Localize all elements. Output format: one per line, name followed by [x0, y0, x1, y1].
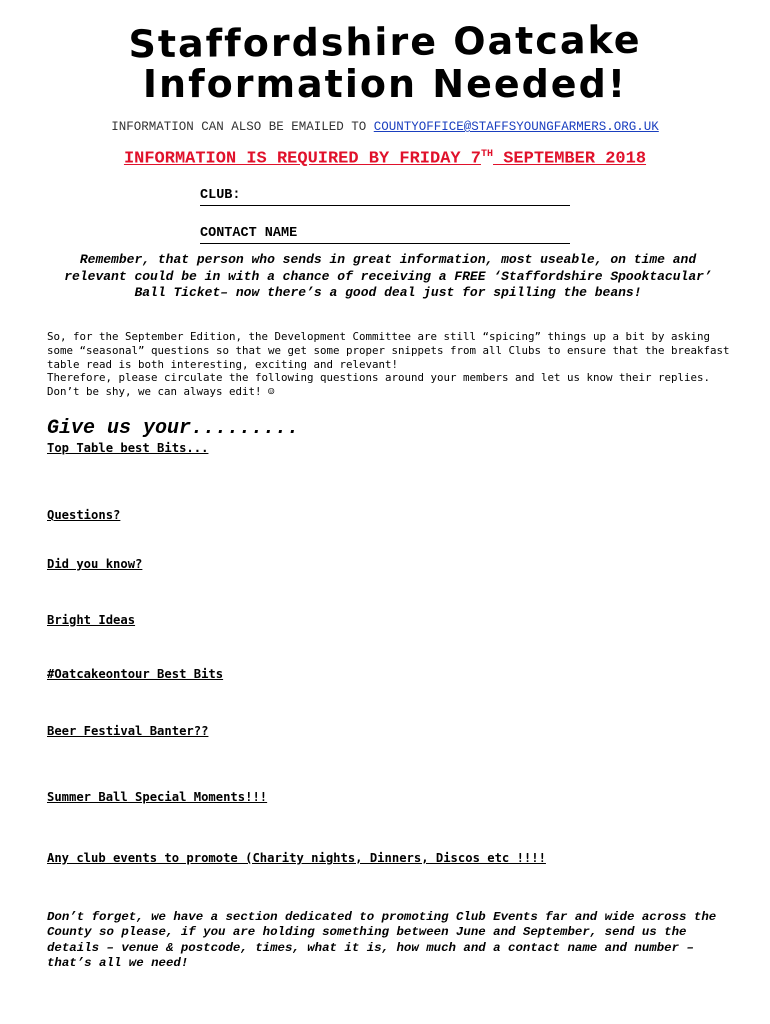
email-prefix: INFORMATION CAN ALSO BE EMAILED TO — [111, 120, 374, 134]
section-bright-ideas: Bright Ideas — [47, 613, 136, 627]
section-summer-ball: Summer Ball Special Moments!!! — [47, 790, 268, 804]
footer-note: Don’t forget, we have a section dedicated to promoting Club Events far and wide across the County so please, if you are holding something between June and September, send us the details – venue & postcode, times, what it is, how much and a contact name and number – that’s all we need! — [47, 910, 717, 971]
give-us-heading: Give us your......... — [47, 417, 300, 440]
deadline-text: INFORMATION IS REQUIRED BY FRIDAY 7 — [123, 149, 481, 169]
section-top-table: Top Table best Bits... — [47, 441, 209, 455]
section-did-you-know: Did you know? — [47, 557, 143, 571]
title-line-2: Information Needed! — [142, 62, 628, 106]
section-questions: Questions? — [47, 508, 121, 522]
intro-text — [47, 330, 737, 399]
remember-paragraph: Remember, that person who sends in great information, most useable, on time and relevant could be in with a chance of receiving a FREE ‘Staffordshire Spooktacular’ Ball Ticket– now there’s a good deal just for spilling the beans! — [64, 252, 712, 300]
club-label: CLUB: — [200, 188, 241, 203]
section-oatcake-tour: #Oatcakeontour Best Bits — [47, 667, 224, 681]
title-line-1: Staffordshire Oatcake — [128, 17, 642, 67]
intro-paragraph-1: So, for the September Edition, the Development Committee are still “spicing” things up a bit by asking some “seasonal” questions so that we get some proper snippets from all Clubs to ensure that the breakfast table read is both interesting, exciting and relevant! — [47, 330, 730, 371]
club-field[interactable] — [200, 188, 570, 206]
section-beer-festival: Beer Festival Banter?? — [47, 724, 209, 738]
deadline-superscript: TH — [481, 149, 494, 160]
intro-paragraph-2: Therefore, please circulate the following questions around your members and let us know their replies. Don’t be shy, we can always edit! ☺ — [47, 371, 711, 399]
section-club-events: Any club events to promote (Charity nights, Dinners, Discos etc !!!! — [47, 851, 546, 865]
deadline-date: SEPTEMBER 2018 — [493, 149, 647, 169]
deadline-notice — [0, 149, 770, 169]
email-link[interactable]: COUNTYOFFICE@STAFFSYOUNGFARMERS.ORG.UK — [373, 120, 659, 134]
contact-name-field[interactable] — [200, 226, 570, 244]
email-line — [0, 120, 770, 134]
contact-name-label: CONTACT NAME — [200, 226, 298, 241]
